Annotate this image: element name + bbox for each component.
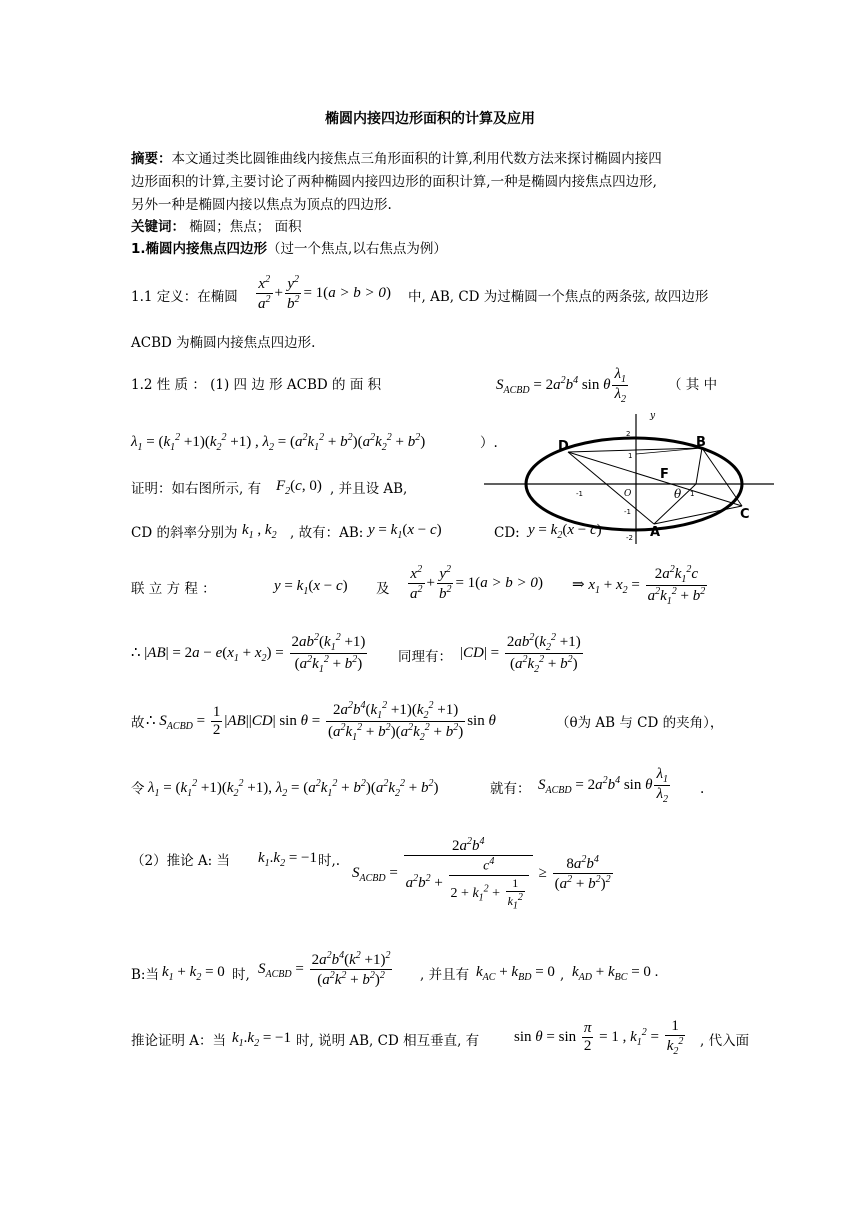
lambda-let: $\lambda_1 = (k_1^2 +1)(k_2^2 +1)$, $\lambda_2 = (a^2k_1^2 + b^2)(a^2k_2^2 + b^2)$	[148, 778, 439, 799]
cd-length: |CD| = $\frac{2ab^2(k_2^2 +1)}{(a^2k_2^2 + b^2)}$	[460, 632, 581, 675]
tick-x-neg1: -1	[576, 490, 583, 498]
label-a: A	[650, 525, 661, 540]
corollary-b-formula: $S_{ACBD}$ = $\frac{2a^2b^4(k^2 +1)^2}{(a^2k^2 + b^2)^2}$	[258, 950, 391, 988]
label-c: C	[740, 507, 750, 522]
slopes: $k_1$ , $k_2$	[242, 522, 277, 541]
abstract-line-2: 边形面积的计算,主要讨论了两种椭圆内接四边形的面积计算,一种是椭圆内接焦点四边形,	[131, 174, 657, 190]
ellipse-figure	[484, 406, 774, 546]
chord-cd	[568, 452, 742, 506]
proof-line-1: 证明：如右图所示, 有	[131, 481, 262, 497]
label-d: D	[558, 439, 569, 454]
abstract-label: 摘要：	[131, 151, 172, 167]
sum-roots: ⇒ $x_1 + x_2$ = $\frac{2a^2k_1^2c}{a^2k_1^2 + b^2}$	[572, 564, 706, 607]
abstract-line-3: 另外一种是椭圆内接以焦点为顶点的四边形.	[131, 197, 392, 213]
proof-a-end: , 代入面	[700, 1033, 750, 1049]
therefore-pre: 故	[131, 715, 145, 731]
let-end: .	[700, 781, 705, 797]
same-label: 同理有：	[398, 649, 452, 665]
abstract-text-1: 本文通过类比圆锥曲线内接焦点三角形面积的计算,利用代数方法来探讨椭圆内接四	[171, 151, 662, 167]
corollary-a-formula: $S_{ACBD}$ = $2a^2b^4$ $a^2b^2$ + $c^4$ $2 + k_1^2$ + $\frac{1}{k_1^2}$ ≥ $\frac{8a^2b^4}{(a^2 + b^2)^2}$	[352, 836, 611, 912]
therefore-post: （θ为 AB 与 CD 的夹角），	[556, 715, 724, 731]
definition-label: 1.1 定义：	[131, 289, 198, 305]
lambda-definitions: $\lambda_1 = (k_1^2 +1)(k_2^2 +1)$ , $\lambda_2 = (a^2k_1^2 + b^2)(a^2k_2^2 + b^2)$	[131, 432, 426, 453]
section-heading-note: （过一个焦点,以右焦点为例）	[267, 241, 447, 257]
corollary-b-mid3: ,	[560, 967, 565, 983]
label-f2: F	[660, 467, 669, 482]
page-title: 椭圆内接四边形面积的计算及应用	[325, 111, 535, 127]
tick-x-1: 1	[690, 490, 695, 498]
proof-line-2: CD 的斜率分别为	[131, 525, 238, 541]
line-ab-eq: $y = k_1(x - c)$	[368, 522, 442, 541]
definition-line	[131, 288, 238, 306]
tick-y-neg1: -1	[624, 508, 631, 516]
label-b: B	[696, 435, 706, 450]
corollary-a-mid: 时,.	[318, 853, 341, 869]
keywords-text: 椭圆；焦点； 面积	[185, 219, 302, 235]
joint-ellipse-eq: $\frac{x^2}{a^2}$ + $\frac{y^2}{b^2}$ = 1(a > b > 0)	[410, 564, 543, 602]
side-ad	[568, 452, 654, 524]
area-result: $S_{ACBD} = 2a^2b^4$ sin θ $\frac{\lambda_1}{\lambda_2}$	[538, 766, 668, 805]
corollary-a-cond: $k_1.k_2 = -1$	[258, 850, 318, 869]
proof-line-1b: , 并且设 AB,	[330, 481, 408, 497]
line-cd-eq: $y = k_2(x - c)$	[528, 522, 602, 541]
proof-a-sin: sin θ = sin $\frac{\pi}{2}$ = 1 , $k_1^2$ = $\frac{1}{k_2^2}$	[514, 1018, 684, 1057]
property-end: ）.	[480, 435, 498, 451]
proof-a-cond: $k_1.k_2 = -1$	[232, 1030, 292, 1049]
section-heading-text: 1.椭圆内接焦点四边形	[131, 241, 268, 257]
joint-and: 及	[376, 581, 390, 597]
corollary-b-mid: 时,	[232, 967, 250, 983]
keywords-label: 关键词：	[131, 219, 185, 235]
definition-post: 中, AB, CD 为过椭圆一个焦点的两条弦, 故四边形	[408, 289, 709, 305]
joint-label: 联 立 方 程 ：	[131, 581, 216, 597]
let-pre: 令	[131, 781, 145, 797]
proof-line-2c: CD:	[494, 525, 520, 541]
ab-length: ∴ $|AB| = 2a - e(x_1 + x_2)$ = $\frac{2ab^2(k_1^2 +1)}{(a^2k_1^2 + b^2)}$	[131, 632, 366, 675]
definition-pre: 在椭圆	[197, 289, 238, 305]
proof-a-mid: 时, 说明 AB, CD 相互垂直, 有	[296, 1033, 480, 1049]
corollary-a-pre: （2）推论 A: 当	[131, 853, 230, 869]
chord-ab-upper	[696, 448, 702, 484]
keywords	[131, 218, 302, 236]
label-y: y	[650, 411, 656, 421]
definition-line-2: ACBD 为椭圆内接焦点四边形.	[131, 335, 316, 351]
corollary-b-mid2: , 并且有	[420, 967, 470, 983]
corollary-b-slopes-2: $k_{AD} + k_{BC} = 0$ .	[572, 964, 659, 983]
property-label: 1.2 性 质 ： (1) 四 边 形 ACBD 的 面 积	[131, 377, 382, 393]
tick-y-1: 1	[628, 452, 633, 460]
abstract-line-1	[131, 150, 662, 168]
ellipse-equation: $\frac{x^2}{a^2}$ + $\frac{y^2}{b^2}$ = 1(a > b > 0)	[258, 274, 391, 312]
section-1-heading	[131, 240, 447, 258]
joint-line-eq: $y = k_1(x - c)$	[274, 578, 348, 597]
label-origin: O	[624, 489, 632, 499]
let-mid: 就有：	[490, 781, 531, 797]
focus-point: $F_2(c$, 0)	[276, 478, 322, 497]
corollary-b-slopes-1: $k_{AC} + k_{BD} = 0$	[476, 964, 555, 983]
proof-line-2b: , 故有：AB:	[290, 525, 364, 541]
tick-y-2: 2	[626, 430, 631, 438]
label-theta: θ	[674, 487, 682, 501]
area-derivation: ∴ $S_{ACBD}$ = $\frac{1}{2}$ |AB||CD| sin θ = $\frac{2a^2b^4(k_1^2 +1)(k_2^2 +1)}{(a^2k_1^2 + b^2)(a^2k_2^2 + b^2)}$ sin θ	[146, 700, 496, 743]
property-tail: （ 其 中	[668, 377, 718, 393]
tick-y-neg2: -2	[626, 534, 633, 542]
area-formula: $S_{ACBD} = 2a^2b^4$ sin θ $\frac{\lambda_1}{\lambda_2}$	[496, 366, 626, 405]
corollary-b-pre: B:当	[131, 967, 159, 983]
proof-a-pre: 推论证明 A：当	[131, 1033, 227, 1049]
corollary-b-cond: $k_1 + k_2 = 0$	[162, 964, 225, 983]
